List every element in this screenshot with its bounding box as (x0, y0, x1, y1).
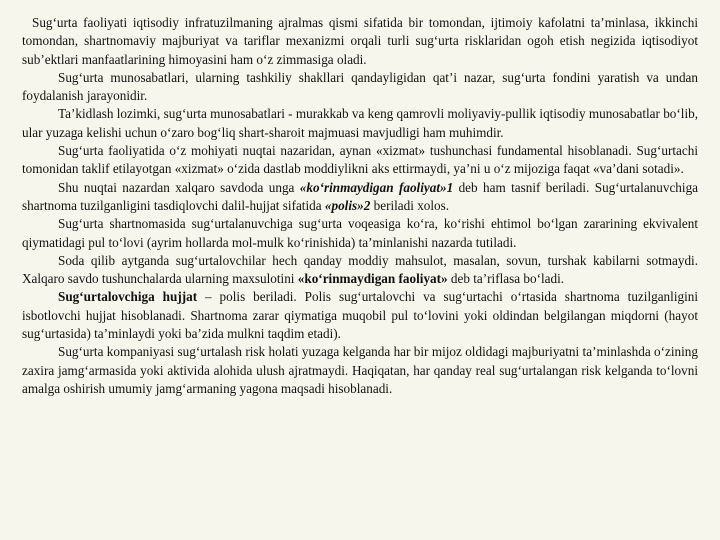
paragraph-6: Sug‘urta shartnomasida sug‘urtalanuvchiga sug‘urta voqeasiga ko‘ra, ko‘rishi ehtimol bo‘lgan zararining ekvivalent qiymatidagi pul to‘lovi (ayrim hollarda mol-mulk ko‘rinishida) ta’minlanishi nazarda tutiladi. (22, 216, 698, 250)
paragraph-8 (22, 288, 698, 343)
paragraph-7 (22, 252, 698, 289)
paragraph-5 (22, 179, 698, 216)
term-insurer-document: Sug‘urtalovchiga hujjat (58, 289, 198, 305)
term-invisible-activity-bold: «ko‘rinmaydigan faoliyat» (297, 271, 448, 287)
paragraph-5-text-a: Shu nuqtai nazardan xalqaro savdoda unga (58, 179, 300, 195)
paragraph-5-text-e: beriladi xolos. (370, 197, 450, 213)
paragraph-8-text-b: – polis beriladi. Polis sug‘urtalovchi va sug‘urtachi o‘rtasida shartnoma tuzilganligini isbotlovchi hujjat hisoblanadi. Shartnoma zarar qiymatiga muqobil pul to‘lovini yoki oldindan belgilangan miqdorni (hayot sug‘urtasida) ta’minlaydi yoki ba’zida mulkni taqdim etadi). (22, 289, 698, 342)
paragraph-5-text-c: deb ham tasnif beriladi. Sug‘urtalanuvchiga shartnoma tuzilganligini tasdiqlovchi dalil-hujjat sifatida (22, 179, 699, 213)
term-invisible-activity: «ko‘rinmaydigan faoliyat»1 (299, 179, 454, 195)
paragraph-7-text-c: deb ta’riflasa bo‘ladi. (447, 271, 565, 287)
paragraph-1: Sug‘urta faoliyati iqtisodiy infratuzilmaning ajralmas qismi sifatida bir tomondan, ijtimoiy kafolatni ta’minlasa, ikkinchi tomondan, shartnomaviy majburiyat va tariflar mexanizmi orqali turli sug‘urta risklaridan ogoh etish negizida iqtisodiyot sub’ektlari manfaatlarining himoyasini ham o‘z zimmasiga oladi. (22, 15, 698, 67)
paragraph-4: Sug‘urta faoliyatida o‘z mohiyati nuqtai nazaridan, aynan «xizmat» tushunchasi fundamental hisoblanadi. Sug‘urtachi tomonidan taklif etilayotgan «xizmat» o‘zida dastlab moddiylikni aks ettirmaydi, ya’ni u o‘z mijoziga faqat «va’dani sotadi». (22, 143, 698, 177)
document-body (22, 14, 698, 398)
paragraph-9: Sug‘urta kompaniyasi sug‘urtalash risk holati yuzaga kelganda har bir mijoz oldidagi majburiyatni ta’minlashda o‘zining zaxira jamg‘armasida yoki aktivida alohida ulush ajratmaydi. Haqiqatan, har qanday real sug‘urtalangan risk kelganda to‘lovni amalga oshirish umumiy jamg‘armaning yagona maqsadi hisoblanadi. (22, 344, 698, 396)
paragraph-3: Ta’kidlash lozimki, sug‘urta munosabatlari - murakkab va keng qamrovli moliyaviy-pullik iqtisodiy munosabatlar bo‘lib, ular yuzaga kelishi uchun o‘zaro bog‘liq shart-sharoit majmuasi mavjudligi ham muhimdir. (22, 106, 699, 140)
paragraph-2: Sug‘urta munosabatlari, ularning tashkiliy shakllari qandayligidan qat’i nazar, sug‘urta fondini yaratish va undan foydalanish jarayonidir. (22, 69, 698, 104)
term-polis: «polis»2 (324, 197, 371, 213)
paragraph-7-text-a: Soda qilib aytganda sug‘urtalovchilar hech qanday moddiy mahsulot, masalan, sovun, turshak kabilarni sotmaydi. Xalqaro savdo tushunchalarda ularning maxsulotini (22, 252, 698, 287)
